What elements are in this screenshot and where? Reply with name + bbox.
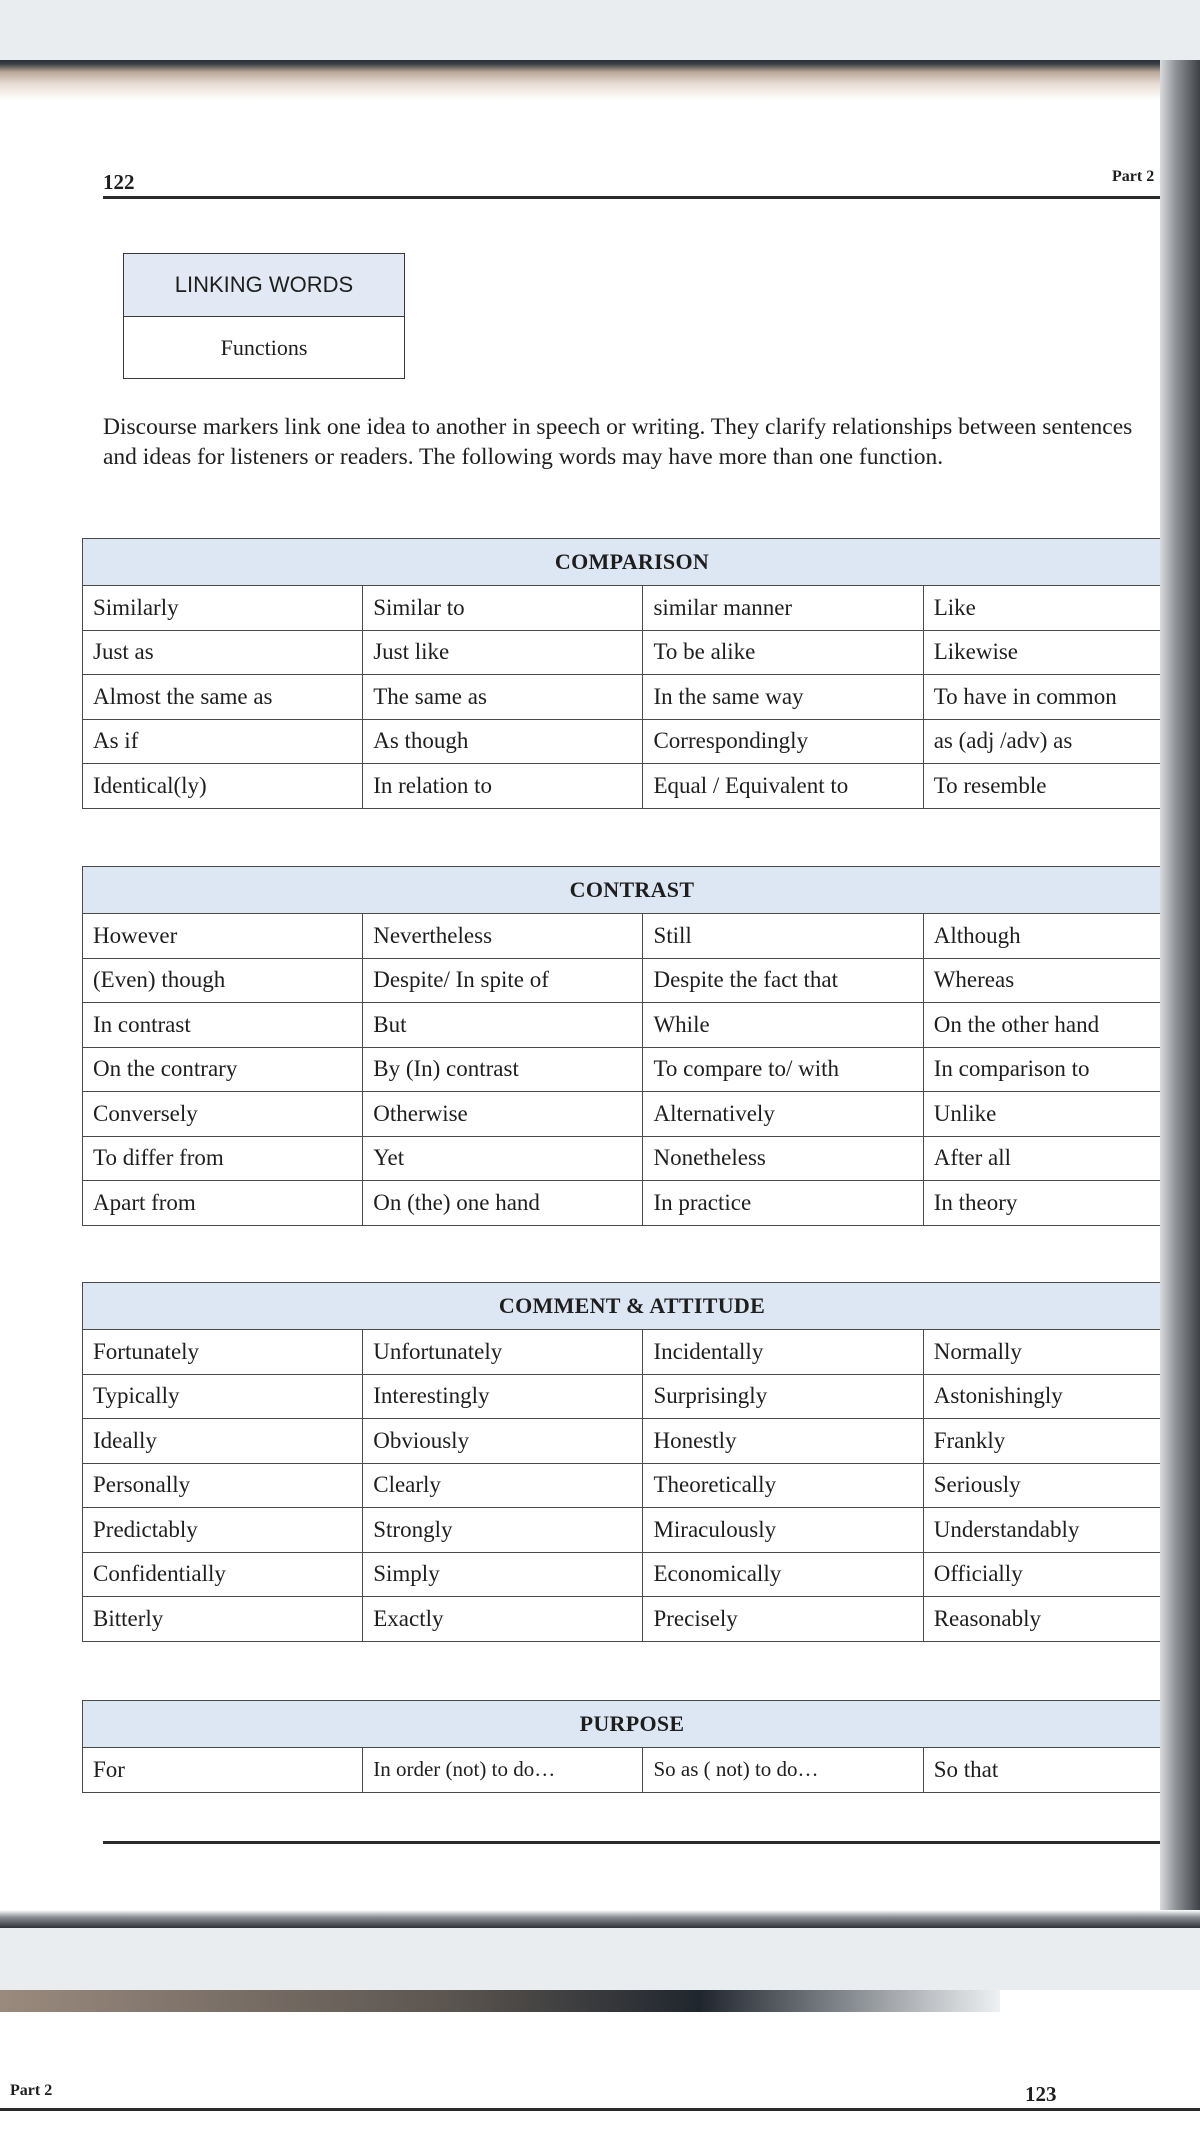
table-row	[83, 914, 1182, 959]
table-cell: Similarly	[83, 586, 363, 631]
table-cell: Despite/ In spite of	[363, 958, 643, 1003]
table-cell: Yet	[363, 1136, 643, 1181]
table-row	[83, 1552, 1182, 1597]
table-row	[83, 1374, 1182, 1419]
table-cell: Whereas	[923, 958, 1181, 1003]
table-row	[83, 1330, 1182, 1375]
table-cell: Simply	[363, 1552, 643, 1597]
table-cell: To resemble	[923, 764, 1181, 809]
table-row	[83, 1003, 1182, 1048]
purpose-table	[82, 1700, 1182, 1793]
table-cell: To differ from	[83, 1136, 363, 1181]
table-cell: Identical(ly)	[83, 764, 363, 809]
table-cell: As if	[83, 719, 363, 764]
table-row	[83, 1181, 1182, 1226]
book-page-122	[0, 60, 1160, 1920]
table-cell: But	[363, 1003, 643, 1048]
table-row	[83, 1508, 1182, 1553]
table-cell: Like	[923, 586, 1181, 631]
table-row	[83, 1463, 1182, 1508]
book-page-123	[0, 1990, 1200, 2133]
contrast-table	[82, 866, 1182, 1226]
table-cell: Obviously	[363, 1419, 643, 1464]
table-cell: Still	[643, 914, 923, 959]
page-number: 123	[1025, 2082, 1057, 2106]
table-cell: Just as	[83, 630, 363, 675]
viewer-gap	[0, 1928, 1200, 1990]
table-cell: The same as	[363, 675, 643, 720]
table-cell: Officially	[923, 1552, 1181, 1597]
viewer-background-top	[0, 0, 1200, 60]
table-cell: Apart from	[83, 1181, 363, 1226]
comparison-table	[82, 538, 1182, 809]
table-row	[83, 1419, 1182, 1464]
table-cell: Unfortunately	[363, 1330, 643, 1375]
table-cell: Interestingly	[363, 1374, 643, 1419]
table-cell: Confidentially	[83, 1552, 363, 1597]
table-cell: Likewise	[923, 630, 1181, 675]
table-cell: Otherwise	[363, 1092, 643, 1137]
table-cell: Conversely	[83, 1092, 363, 1137]
table-row	[83, 1092, 1182, 1137]
table-row	[83, 958, 1182, 1003]
table-cell: Miraculously	[643, 1508, 923, 1553]
table-cell: Predictably	[83, 1508, 363, 1553]
part-label: Part 2	[1112, 168, 1155, 185]
table-header: PURPOSE	[83, 1701, 1182, 1748]
table-cell: However	[83, 914, 363, 959]
table-cell: On (the) one hand	[363, 1181, 643, 1226]
table-cell: Clearly	[363, 1463, 643, 1508]
comment-attitude-table	[82, 1282, 1182, 1642]
header-rule	[0, 2108, 1200, 2111]
table-cell: similar manner	[643, 586, 923, 631]
table-cell: Theoretically	[643, 1463, 923, 1508]
table-row	[83, 1748, 1182, 1793]
header-rule	[103, 196, 1168, 199]
table-cell: Economically	[643, 1552, 923, 1597]
table-cell: In theory	[923, 1181, 1181, 1226]
table-cell: Equal / Equivalent to	[643, 764, 923, 809]
table-cell: While	[643, 1003, 923, 1048]
table-cell: Despite the fact that	[643, 958, 923, 1003]
part-label: Part 2	[10, 2082, 53, 2099]
table-cell: To compare to/ with	[643, 1047, 923, 1092]
table-cell: In relation to	[363, 764, 643, 809]
table-row	[83, 719, 1182, 764]
table-cell: In the same way	[643, 675, 923, 720]
table-cell: Typically	[83, 1374, 363, 1419]
table-row	[83, 1597, 1182, 1642]
page-number: 122	[103, 170, 135, 194]
page-right-edge-shadow	[1160, 60, 1200, 1920]
table-cell: Personally	[83, 1463, 363, 1508]
table-cell: Fortunately	[83, 1330, 363, 1375]
page-top-shadow	[0, 60, 1160, 100]
table-row	[83, 630, 1182, 675]
intro-paragraph: Discourse markers link one idea to another in speech or writing. They clarify relationships between sentences and ideas for listeners or readers. The following words may have more than one function.	[103, 414, 1133, 470]
title-box	[123, 253, 405, 379]
table-row	[83, 586, 1182, 631]
table-row	[83, 764, 1182, 809]
table-cell: Strongly	[363, 1508, 643, 1553]
table-cell: as (adj /adv) as	[923, 719, 1181, 764]
table-cell: Nonetheless	[643, 1136, 923, 1181]
section-subtitle: Functions	[220, 335, 308, 360]
table-row	[83, 1047, 1182, 1092]
table-cell: By (In) contrast	[363, 1047, 643, 1092]
table-cell: Just like	[363, 630, 643, 675]
table-cell: (Even) though	[83, 958, 363, 1003]
table-cell: Nevertheless	[363, 914, 643, 959]
table-header: COMMENT & ATTITUDE	[83, 1283, 1182, 1330]
table-cell: Alternatively	[643, 1092, 923, 1137]
page-top-shadow	[0, 1990, 1000, 2012]
table-cell: Incidentally	[643, 1330, 923, 1375]
table-cell: Similar to	[363, 586, 643, 631]
table-row	[83, 675, 1182, 720]
table-cell: Exactly	[363, 1597, 643, 1642]
table-cell: So that	[923, 1748, 1181, 1793]
table-cell: Almost the same as	[83, 675, 363, 720]
table-cell: To be alike	[643, 630, 923, 675]
table-cell: On the other hand	[923, 1003, 1181, 1048]
table-row	[83, 1136, 1182, 1181]
table-cell: After all	[923, 1136, 1181, 1181]
table-cell: Surprisingly	[643, 1374, 923, 1419]
section-title: LINKING WORDS	[124, 254, 404, 317]
table-cell: In comparison to	[923, 1047, 1181, 1092]
table-cell: Honestly	[643, 1419, 923, 1464]
table-cell: Understandably	[923, 1508, 1181, 1553]
table-header: CONTRAST	[83, 867, 1182, 914]
table-cell: Unlike	[923, 1092, 1181, 1137]
table-cell: On the contrary	[83, 1047, 363, 1092]
table-cell: Frankly	[923, 1419, 1181, 1464]
table-cell: Normally	[923, 1330, 1181, 1375]
table-cell: In order (not) to do…	[363, 1748, 643, 1793]
table-cell: To have in common	[923, 675, 1181, 720]
table-cell: In contrast	[83, 1003, 363, 1048]
table-cell: Astonishingly	[923, 1374, 1181, 1419]
page-bottom-edge-shadow	[0, 1910, 1200, 1928]
table-cell: As though	[363, 719, 643, 764]
table-cell: Seriously	[923, 1463, 1181, 1508]
table-cell: In practice	[643, 1181, 923, 1226]
table-cell: Correspondingly	[643, 719, 923, 764]
table-cell: Reasonably	[923, 1597, 1181, 1642]
table-cell: Ideally	[83, 1419, 363, 1464]
table-cell: So as ( not) to do…	[643, 1748, 923, 1793]
table-cell: Precisely	[643, 1597, 923, 1642]
footer-rule	[103, 1841, 1171, 1844]
table-header: COMPARISON	[83, 539, 1182, 586]
table-cell: Although	[923, 914, 1181, 959]
table-cell: For	[83, 1748, 363, 1793]
table-cell: Bitterly	[83, 1597, 363, 1642]
